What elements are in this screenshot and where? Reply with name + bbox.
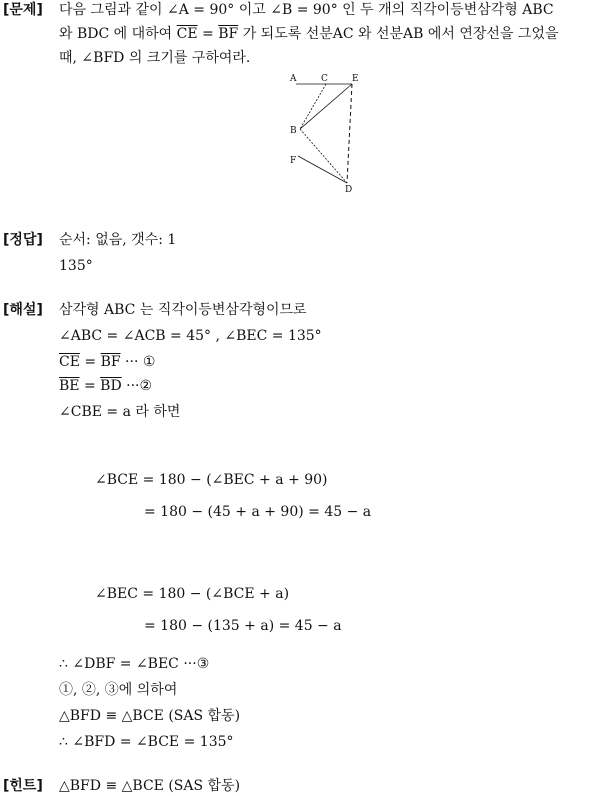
hint-tag: [힌트] <box>3 778 43 794</box>
segment-ce: $\overline{CE}$ <box>176 26 198 42</box>
label-e: E <box>352 74 359 84</box>
label-d: D <box>345 185 353 195</box>
solution-line-2: ∠ABC = ∠ACB = 45° , ∠BEC = 135° <box>59 328 322 344</box>
problem-line-1: 다음 그림과 같이 ∠A = 90° 이고 ∠B = 90° 인 두 개의 직각이등변삼각형 ABC <box>59 2 554 18</box>
math-line-1: ∠BCE = 180 − (∠BEC + a + 90) <box>95 472 328 488</box>
label-c: C <box>321 74 328 84</box>
solution-line-1: 삼각형 ABC 는 직각이등변삼각형이므로 <box>59 302 307 318</box>
geometry-figure <box>284 68 364 198</box>
label-b: B <box>290 126 297 136</box>
answer-tag: [정답] <box>3 232 43 248</box>
eq-2: = <box>79 378 101 394</box>
problem-line-2-a: 와 BDC 에 대하여 <box>59 26 177 42</box>
eq-1-tail: ··· ① <box>120 354 156 370</box>
solution-line-4 <box>59 376 152 396</box>
seg-ce: $\overline{CE}$ <box>59 354 80 370</box>
seg-bd: $\overline{BD}$ <box>100 378 122 394</box>
answer-value: 135° <box>59 258 93 274</box>
solution-line-7: ①, ②, ③에 의하여 <box>59 682 178 698</box>
label-f: F <box>290 156 297 166</box>
hint-text: △BFD ≡ △BCE (SAS 합동) <box>59 778 241 794</box>
solution-line-3 <box>59 352 155 372</box>
segment-fd <box>298 156 347 183</box>
segment-eb <box>300 84 352 129</box>
solution-tag: [해설] <box>3 302 43 318</box>
solution-line-5: ∠CBE = a 라 하면 <box>59 404 181 420</box>
math-line-4: = 180 − (135 + a) = 45 − a <box>144 618 342 634</box>
solution-line-9: ∴ ∠BFD = ∠BCE = 135° <box>59 734 234 750</box>
segment-ed <box>347 84 352 183</box>
math-line-2: = 180 − (45 + a + 90) = 45 − a <box>144 504 372 520</box>
eq-2-tail: ···② <box>121 378 153 394</box>
eq-1: = <box>79 354 101 370</box>
math-line-3: ∠BEC = 180 − (∠BCE + a) <box>95 586 290 602</box>
label-a: A <box>290 74 297 84</box>
solution-line-6: ∴ ∠DBF = ∠BEC ···③ <box>59 656 210 672</box>
problem-line-2-b: 가 되도록 선분AC 와 선분AB 에서 연장선을 그었을 <box>238 26 559 42</box>
segment-cb <box>300 84 326 129</box>
problem-line-3: 때, ∠BFD 의 크기를 구하여라. <box>59 50 251 66</box>
problem-line-2-eq: = <box>197 26 219 42</box>
seg-bf: $\overline{BF}$ <box>100 354 121 370</box>
answer-line: 순서: 없음, 갯수: 1 <box>59 232 177 248</box>
segment-bf: $\overline{BF}$ <box>218 26 239 42</box>
seg-be: $\overline{BE}$ <box>59 378 80 394</box>
problem-tag: [문제] <box>3 2 43 18</box>
solution-line-8: △BFD ≡ △BCE (SAS 합동) <box>59 708 241 724</box>
segment-bd <box>300 129 347 183</box>
problem-line-2 <box>59 24 559 44</box>
